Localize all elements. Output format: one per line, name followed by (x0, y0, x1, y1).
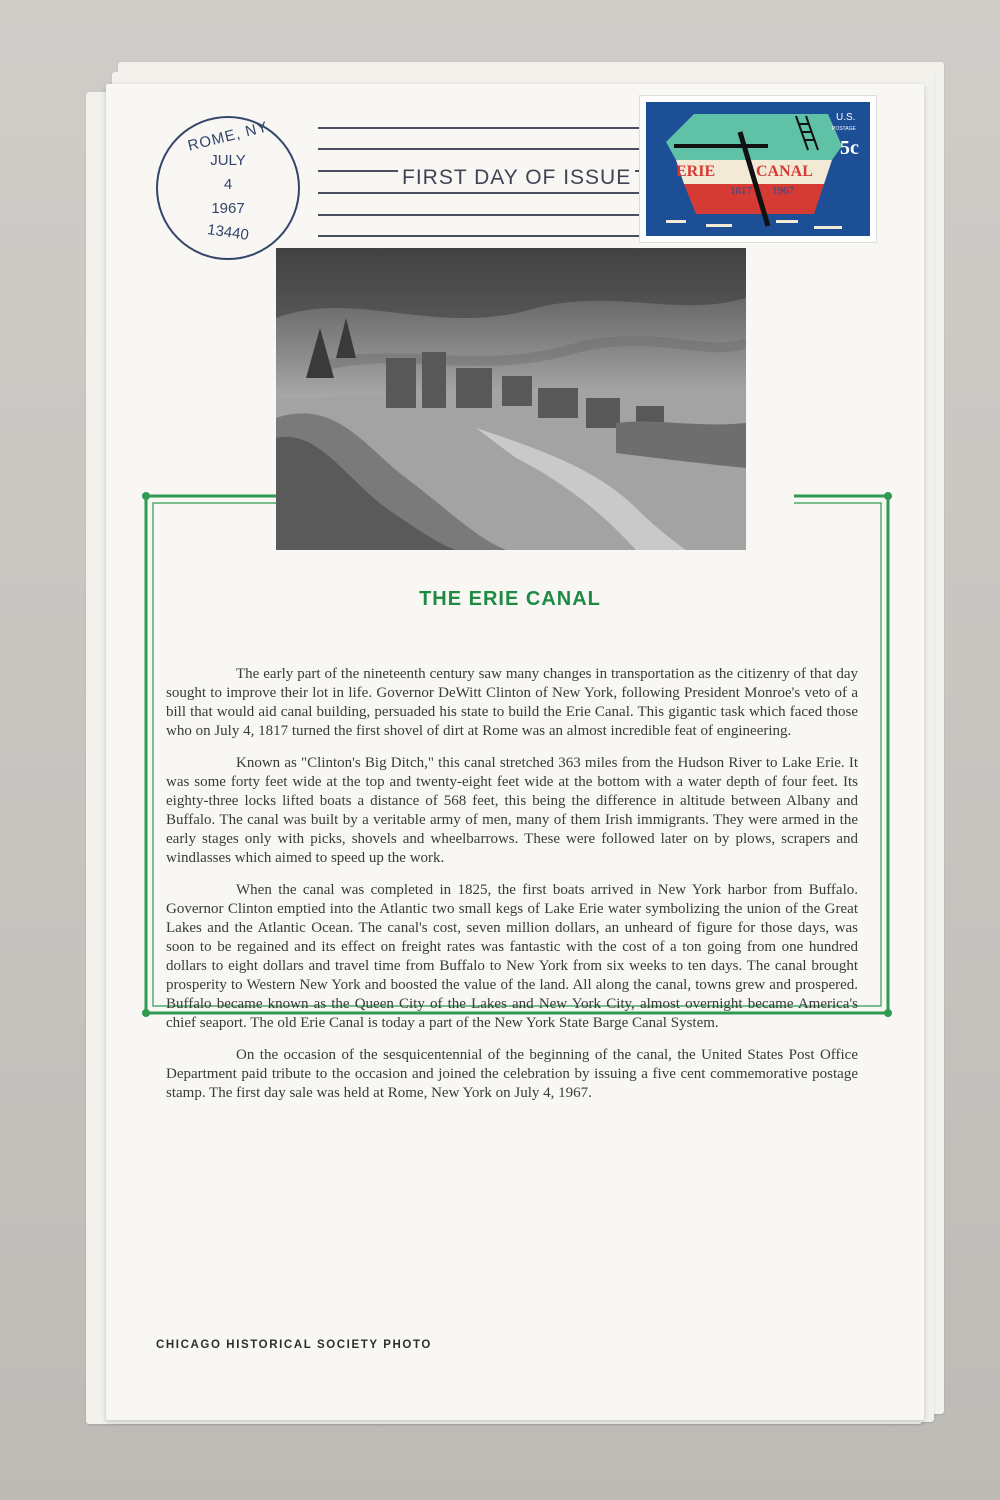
document-title: THE ERIE CANAL (419, 588, 601, 610)
paragraph-4: On the occasion of the sesquicentennial of the beginning of the canal, the United States Post Office Department paid tribute to the occasion and joined the celebration by issuing a five cent commemorative postage stamp. The first day sale was held at Rome, New York on July 4, 1967. (166, 1047, 858, 1101)
stamp-word-canal: CANAL (756, 163, 813, 180)
postmark-circle (156, 116, 300, 260)
stamp-year-start: 1817 (730, 185, 752, 197)
article-body (166, 665, 858, 1116)
stamp-postage-word: POSTAGE (832, 126, 856, 132)
stamp-word-erie: ERIE (676, 163, 716, 180)
postmark-year: 1967 (211, 200, 245, 217)
erie-canal-stamp (640, 96, 876, 242)
stamp-country: U.S. (836, 112, 856, 123)
stamp-artwork (646, 102, 870, 236)
paragraph-1: The early part of the nineteenth century saw many changes in transportation as the citizenry of that day sought to improve their lot in life. Governor DeWitt Clinton of New York, following President Monroe's veto of a bill that would aid canal building, persuaded his state to build the Erie Canal. This gigantic task which faced those who on July 4, 1817 turned the first shovel of dirt at Rome was an almost incredible feat of engineering. (166, 666, 858, 739)
paragraph-2: Known as "Clinton's Big Ditch," this canal stretched 363 miles from the Hudson River to Lake Erie. It was some forty feet wide at the top and twenty-eight feet wide at the bottom with a water depth of four feet. Its eighty-three locks lifted boats a distance of 568 feet, this being the difference in altitude between Albany and Buffalo. The canal was built by a veritable army of men, many of them Irish immigrants. They were armed in the early stages only with picks, shovels and wheelbarrows. These were followed later on by plows, scrapers and windlasses which aimed to speed up the work. (166, 755, 858, 866)
stamp-year-end: 1967 (772, 185, 794, 197)
paragraph-3: When the canal was completed in 1825, the first boats arrived in New York harbor from Buffalo. Governor Clinton emptied into the Atlantic two small kegs of Lake Erie water symbolizing the union of the Great Lakes and the Atlantic Ocean. The canal's cost, seven million dollars, an unheard of figure for those days, was soon to be regained and its effect on freight rates was fantastic with the cost of a ton going from one hundred dollars to eight dollars and travel time from Buffalo to New York from six weeks to ten days. The canal brought prosperity to Western New York and boosted the value of the land. All along the canal, towns grew and prospered. Buffalo became known as the Queen City of the Lakes and New York City, almost overnight became America's chief seaport. The old Erie Canal is today a part of the New York State Barge Canal System. (166, 882, 858, 1031)
postmark-month: JULY (210, 152, 246, 169)
first-day-of-issue-cancel: FIRST DAY OF ISSUE (398, 166, 635, 190)
postmark-city: ROME, NY (186, 118, 270, 155)
postmark-zip: 13440 (206, 221, 250, 244)
stamp-denomination: 5c (840, 137, 859, 159)
photo-credit: CHICAGO HISTORICAL SOCIETY PHOTO (156, 1339, 432, 1351)
postmark-day: 4 (223, 176, 233, 193)
